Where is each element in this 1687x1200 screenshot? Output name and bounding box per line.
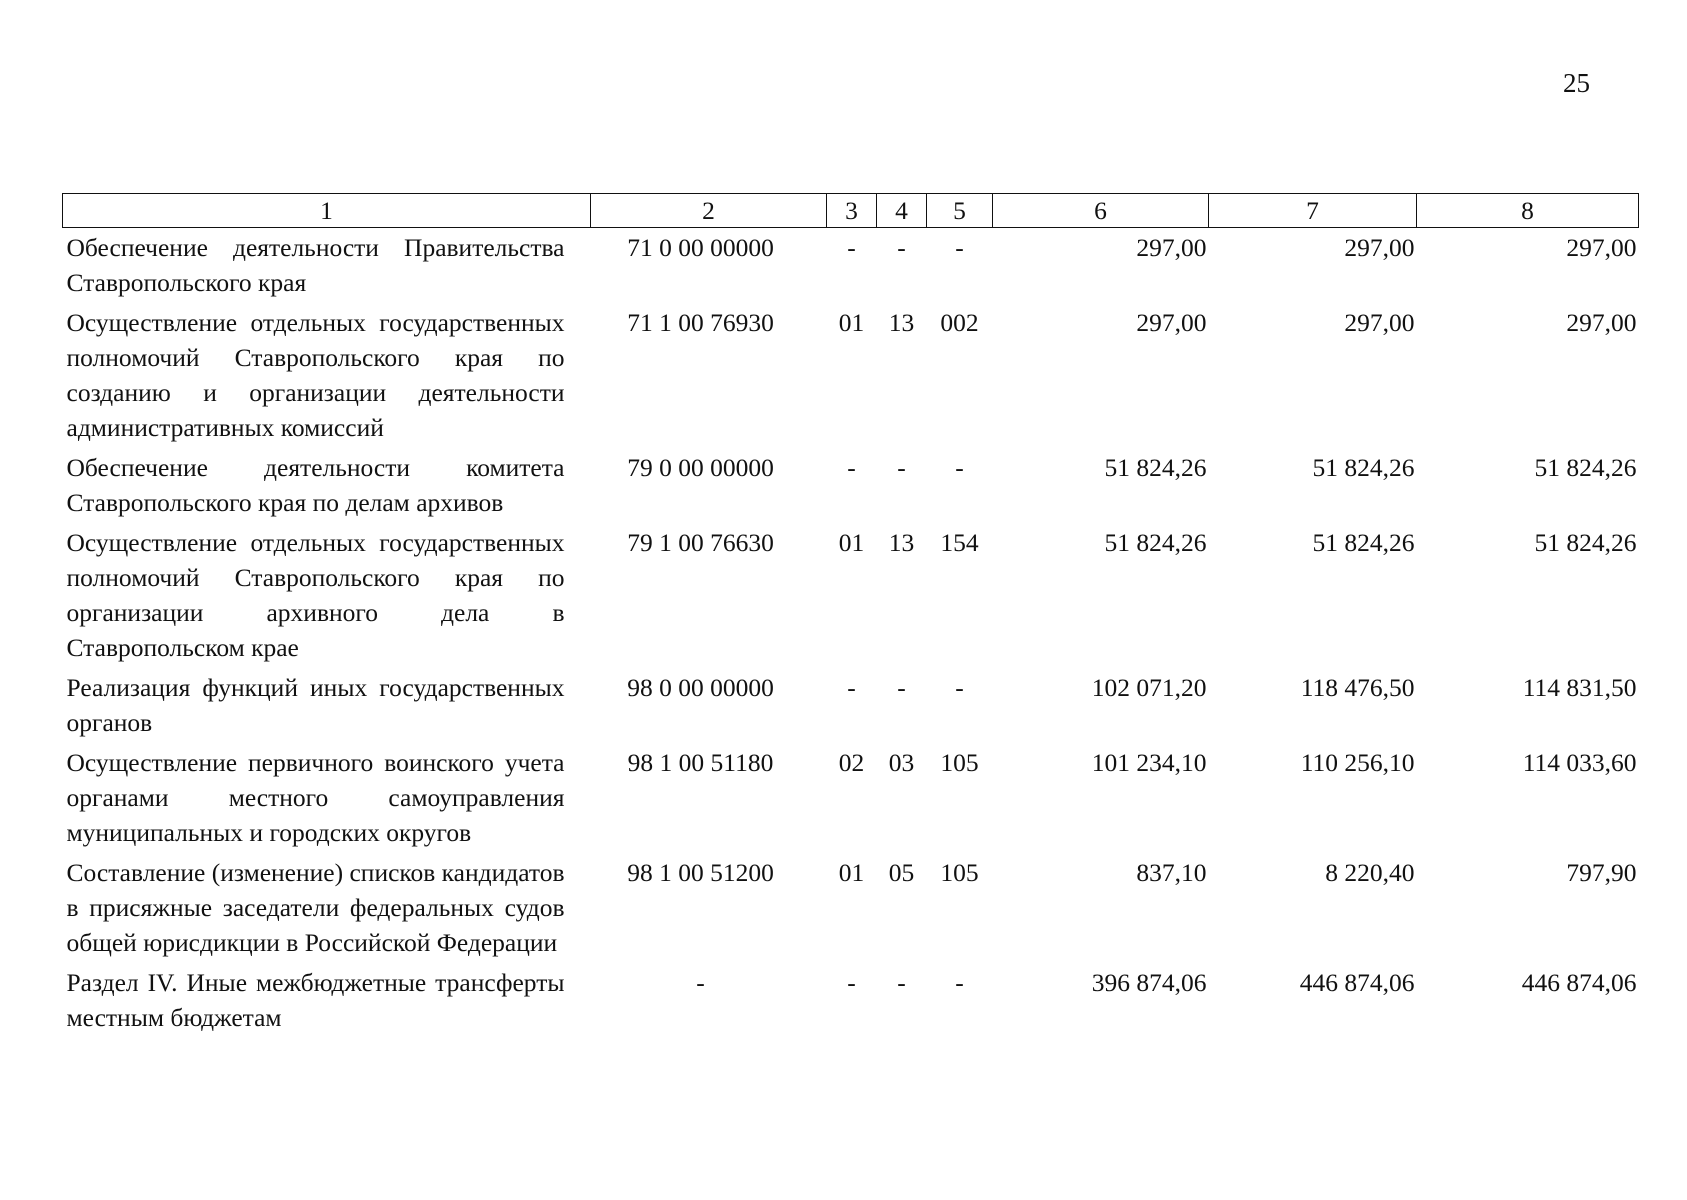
page-number: 25 <box>1563 68 1590 98</box>
table-row <box>63 303 1639 448</box>
row-section: 01 <box>838 308 865 337</box>
row-expense-type: - <box>955 453 964 482</box>
row-expense-type: - <box>955 233 964 262</box>
row-subsection: - <box>897 233 906 262</box>
row-value-8: 297,00 <box>1566 233 1637 262</box>
row-value-8: 114 831,50 <box>1522 673 1637 702</box>
table-row <box>63 228 1639 304</box>
row-subsection: - <box>897 453 906 482</box>
column-header-7: 7 <box>1209 194 1417 228</box>
table-row <box>63 743 1639 853</box>
row-name: Реализация функций иных государственных органов <box>66 673 565 737</box>
header-row <box>63 194 1639 228</box>
row-name: Обеспечение деятельности Правительства Ставропольского края <box>66 233 565 297</box>
row-code: 71 1 00 76930 <box>627 308 774 337</box>
row-subsection: 13 <box>888 308 915 337</box>
row-name: Обеспечение деятельности комитета Ставропольского края по делам архивов <box>66 453 565 517</box>
row-name: Осуществление отдельных государственных полномочий Ставропольского края по созданию и организации деятельности административных комиссий <box>66 308 565 442</box>
row-name: Раздел IV. Иные межбюджетные трансферты местным бюджетам <box>66 968 565 1032</box>
row-value-7: 118 476,50 <box>1300 673 1415 702</box>
table-row <box>63 668 1639 743</box>
row-name: Составление (изменение) списков кандидатов в присяжные заседатели федеральных судов общей юрисдикции в Российской Федерации <box>66 858 565 957</box>
table-row <box>63 963 1639 1038</box>
row-expense-type: 002 <box>940 308 979 337</box>
row-code: 98 1 00 51180 <box>627 748 774 777</box>
row-value-6: 297,00 <box>1136 233 1207 262</box>
column-header-5: 5 <box>927 194 993 228</box>
row-section: - <box>847 453 856 482</box>
row-value-8: 446 874,06 <box>1521 968 1637 997</box>
row-value-6: 101 234,10 <box>1091 748 1207 777</box>
row-subsection: 13 <box>888 528 915 557</box>
row-code: 79 0 00 00000 <box>627 453 774 482</box>
budget-table <box>62 193 1639 1038</box>
row-code: 71 0 00 00000 <box>627 233 774 262</box>
table-header <box>63 194 1639 228</box>
table-row <box>63 853 1639 963</box>
column-header-6: 6 <box>993 194 1209 228</box>
row-section: - <box>847 673 856 702</box>
row-value-8: 797,90 <box>1566 858 1637 887</box>
row-value-6: 297,00 <box>1136 308 1207 337</box>
column-header-2: 2 <box>591 194 827 228</box>
row-value-6: 396 874,06 <box>1091 968 1207 997</box>
row-value-8: 114 033,60 <box>1522 748 1637 777</box>
row-value-7: 110 256,10 <box>1300 748 1415 777</box>
row-name: Осуществление отдельных государственных полномочий Ставропольского края по организации архивного дела в Ставропольском крае <box>66 528 565 662</box>
row-section: 01 <box>838 858 865 887</box>
column-header-3: 3 <box>827 194 877 228</box>
row-section: - <box>847 233 856 262</box>
column-header-1: 1 <box>63 194 591 228</box>
row-value-8: 51 824,26 <box>1534 528 1637 557</box>
row-value-7: 8 220,40 <box>1325 858 1415 887</box>
row-code: 98 1 00 51200 <box>627 858 774 887</box>
row-expense-type: 105 <box>940 858 979 887</box>
row-code: 79 1 00 76630 <box>627 528 774 557</box>
row-value-7: 51 824,26 <box>1312 528 1415 557</box>
row-value-7: 446 874,06 <box>1299 968 1415 997</box>
column-header-8: 8 <box>1417 194 1639 228</box>
row-subsection: - <box>897 968 906 997</box>
row-expense-type: - <box>955 968 964 997</box>
table-row <box>63 523 1639 668</box>
row-subsection: 03 <box>888 748 915 777</box>
row-value-7: 51 824,26 <box>1312 453 1415 482</box>
row-value-7: 297,00 <box>1344 233 1415 262</box>
row-value-8: 51 824,26 <box>1534 453 1637 482</box>
row-section: 02 <box>838 748 865 777</box>
table-row <box>63 448 1639 523</box>
row-expense-type: 154 <box>940 528 979 557</box>
row-section: - <box>847 968 856 997</box>
row-value-6: 51 824,26 <box>1104 453 1207 482</box>
row-expense-type: - <box>955 673 964 702</box>
row-value-6: 837,10 <box>1136 858 1207 887</box>
table-body <box>63 228 1639 1039</box>
row-code: 98 0 00 00000 <box>627 673 774 702</box>
row-name: Осуществление первичного воинского учета органами местного самоуправления муниципальных и городских округов <box>66 748 565 847</box>
row-value-6: 51 824,26 <box>1104 528 1207 557</box>
column-header-4: 4 <box>877 194 927 228</box>
row-subsection: - <box>897 673 906 702</box>
row-section: 01 <box>838 528 865 557</box>
row-value-8: 297,00 <box>1566 308 1637 337</box>
row-value-7: 297,00 <box>1344 308 1415 337</box>
row-subsection: 05 <box>888 858 915 887</box>
row-value-6: 102 071,20 <box>1091 673 1207 702</box>
row-expense-type: 105 <box>940 748 979 777</box>
row-code: - <box>696 968 705 997</box>
